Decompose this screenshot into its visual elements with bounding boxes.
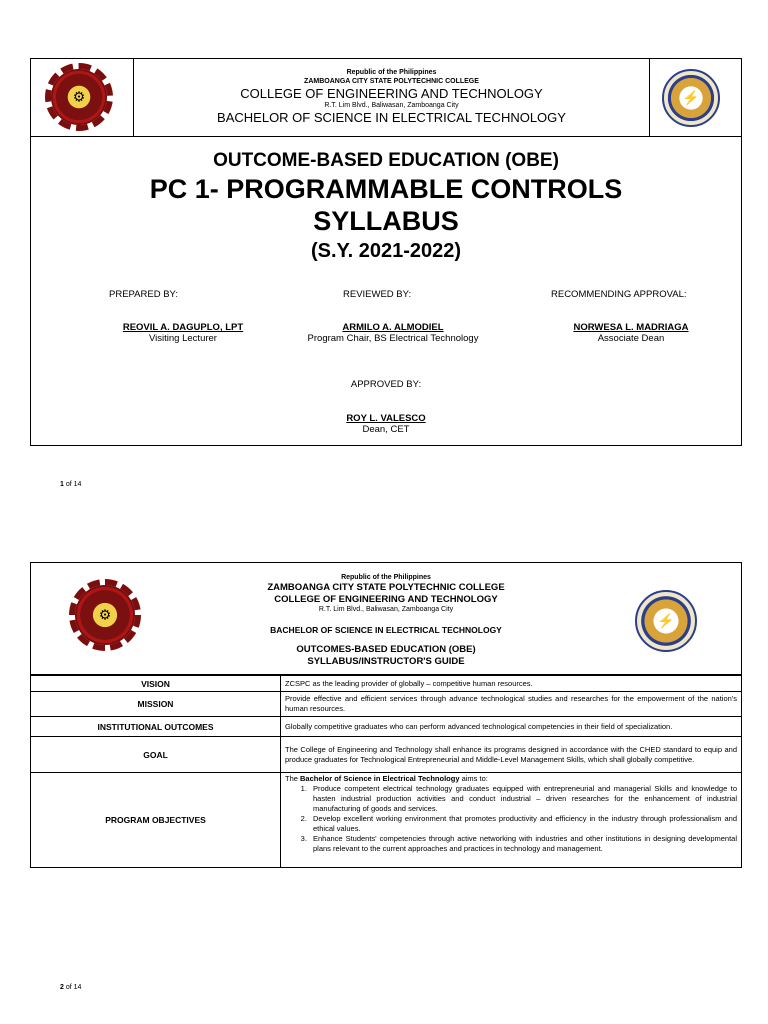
approved-name: ROY L. VALESCO	[346, 413, 426, 424]
college-line: COLLEGE OF ENGINEERING AND TECHNOLOGY	[240, 86, 543, 101]
recommending-name: NORWESA L. MADRIAGA	[573, 322, 689, 333]
program-objectives-intro	[285, 774, 737, 784]
recommending-role: Associate Dean	[597, 333, 665, 344]
page2-header-text	[171, 573, 601, 668]
page2-college-seal-logo	[75, 585, 135, 645]
syllabus-title: SYLLABUS	[313, 206, 459, 236]
page2-department-seal-logo	[635, 590, 697, 652]
table-row	[31, 717, 742, 737]
page2-school-line: ZAMBOANGA CITY STATE POLYTECHNIC COLLEGE	[267, 582, 505, 593]
prepared-name: REOVIL A. DAGUPLO, LPT	[122, 322, 244, 333]
page2-number	[60, 984, 81, 991]
approved-by-label: APPROVED BY:	[350, 379, 422, 390]
header-divider-right	[649, 59, 650, 136]
page2-obe-line: OUTCOMES-BASED EDUCATION (OBE)	[296, 644, 476, 655]
school-year: (S.Y. 2021-2022)	[310, 240, 462, 262]
institutional-outcomes-label: INSTITUTIONAL OUTCOMES	[31, 717, 281, 737]
approved-role: Dean, CET	[362, 424, 410, 435]
program-objectives-label: PROGRAM OBJECTIVES	[31, 773, 281, 868]
reviewed-by-label: REVIEWED BY:	[343, 289, 412, 300]
table-row	[31, 773, 742, 868]
address-line: R.T. Lim Blvd., Baliwasan, Zamboanga City	[324, 102, 459, 109]
page2-figure-icon: ⚡	[657, 612, 675, 629]
page2-republic-line: Republic of the Philippines	[341, 574, 431, 581]
recommending-approval-label: RECOMMENDING APPROVAL:	[551, 289, 687, 300]
vmgo-table	[30, 675, 742, 868]
page1-header-box	[30, 58, 742, 137]
vision-text: ZCSPC as the leading provider of globally – competitive human resources.	[281, 676, 742, 692]
intro-suffix: aims to:	[459, 774, 488, 783]
page2-number-total: of 14	[65, 984, 82, 991]
course-title: PC 1- PROGRAMMABLE CONTROLS	[149, 174, 623, 204]
list-item: 3. Enhance Students' competencies through active networking with industries and other institutions in designing developmental plans relevant to the current approaches and practices in technology and management.	[309, 834, 737, 854]
page2-header-box	[30, 562, 742, 675]
reviewed-by-signatory	[293, 322, 493, 344]
school-line: ZAMBOANGA CITY STATE POLYTECHNIC COLLEGE	[304, 78, 479, 85]
list-item: 1. Produce competent electrical technology graduates equipped with entrepreneurial and managerial Skills and knowledge to hasten industrial production activities and conduct industrial – driven researches for the enhancement of industrial manufacturing of goods and services.	[309, 784, 737, 814]
reviewed-name: ARMILO A. ALMODIEL	[342, 322, 444, 333]
table-row	[31, 676, 742, 692]
program-objectives-list	[285, 784, 737, 854]
page2-guide-line: SYLLABUS/INSTRUCTOR'S GUIDE	[307, 656, 465, 667]
program-line: BACHELOR OF SCIENCE IN ELECTRICAL TECHNOLOGY	[217, 110, 566, 125]
college-seal-logo	[51, 69, 107, 125]
intro-prefix: The	[285, 774, 301, 783]
table-row	[31, 692, 742, 717]
page2-lamp-icon: ⚙	[98, 606, 112, 623]
prepared-by-signatory	[93, 322, 273, 344]
page2-college-line: COLLEGE OF ENGINEERING AND TECHNOLOGY	[274, 594, 498, 605]
republic-line: Republic of the Philippines	[346, 69, 437, 76]
prepared-by-label: PREPARED BY:	[109, 289, 178, 300]
page1-number	[60, 481, 81, 488]
page1-number-total: of 14	[65, 481, 82, 488]
goal-label: GOAL	[31, 737, 281, 773]
page2-program-line: BACHELOR OF SCIENCE IN ELECTRICAL TECHNOLOGY	[270, 625, 502, 635]
goal-text: The College of Engineering and Technology shall enhance its programs designed in accordance with the CHED standard to equip and produce graduates for Technological Entrepreneurial and Middle-Level Management Skills, which shall globally competitive.	[281, 737, 742, 773]
program-objectives-cell	[281, 773, 742, 868]
page2-address-line: R.T. Lim Blvd., Baliwasan, Zamboanga City	[318, 606, 454, 613]
vision-label: VISION	[31, 676, 281, 692]
page1-number-value: 1	[60, 481, 64, 488]
reviewed-role: Program Chair, BS Electrical Technology	[307, 333, 479, 344]
mission-label: MISSION	[31, 692, 281, 717]
lamp-icon: ⚙	[72, 88, 86, 105]
prepared-role: Visiting Lecturer	[149, 333, 217, 344]
table-row	[31, 737, 742, 773]
intro-program-name: Bachelor of Science in Electrical Technology	[300, 774, 460, 783]
mission-text: Provide effective and efficient services through advance technological studies and researches for the empowerment of the nation's human resources.	[281, 692, 742, 717]
approved-by-signatory	[31, 413, 741, 435]
figure-icon: ⚡	[682, 89, 700, 106]
page1-body-box	[30, 136, 742, 446]
page2-number-value: 2	[60, 984, 64, 991]
obe-title: OUTCOME-BASED EDUCATION (OBE)	[213, 150, 559, 171]
department-seal-logo	[662, 69, 720, 127]
recommending-signatory	[541, 322, 721, 344]
page1-header-text	[134, 69, 649, 125]
institutional-outcomes-text: Globally competitive graduates who can perform advanced technological competencies in their field of specialization.	[281, 717, 742, 737]
list-item: 2. Develop excellent working environment that promotes productivity and efficiency in the industry through professionalism and ethical values.	[309, 814, 737, 834]
